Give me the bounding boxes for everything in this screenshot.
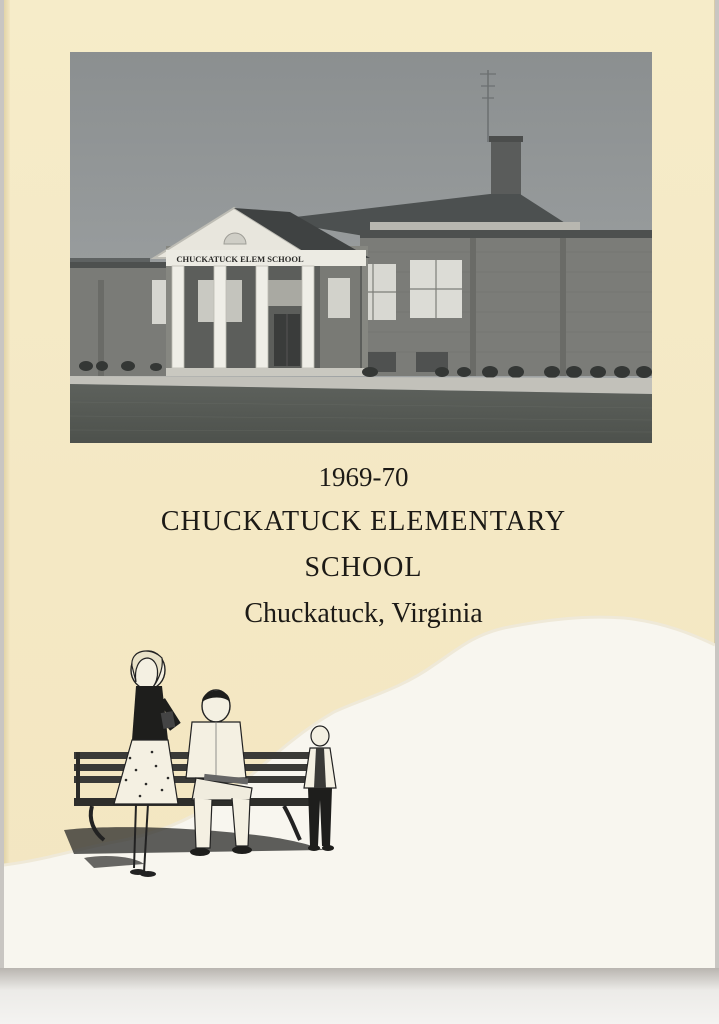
school-building-photo [70,52,652,443]
yearbook-cover [4,0,715,968]
boy-figure [186,690,252,856]
school-name-line2: SCHOOL [304,552,423,583]
school-name-line1: CHUCKATUCK ELEMENTARY [160,506,567,537]
school-location: Chuckatuck, Virginia [244,598,483,629]
yearbook-year: 1969-70 [318,462,409,492]
building-sign: CHUCKATUCK ELEM SCHOOL [176,254,304,264]
children-bench-illustration [64,640,354,890]
small-boy-figure [304,726,336,851]
scanner-background [0,968,719,1024]
